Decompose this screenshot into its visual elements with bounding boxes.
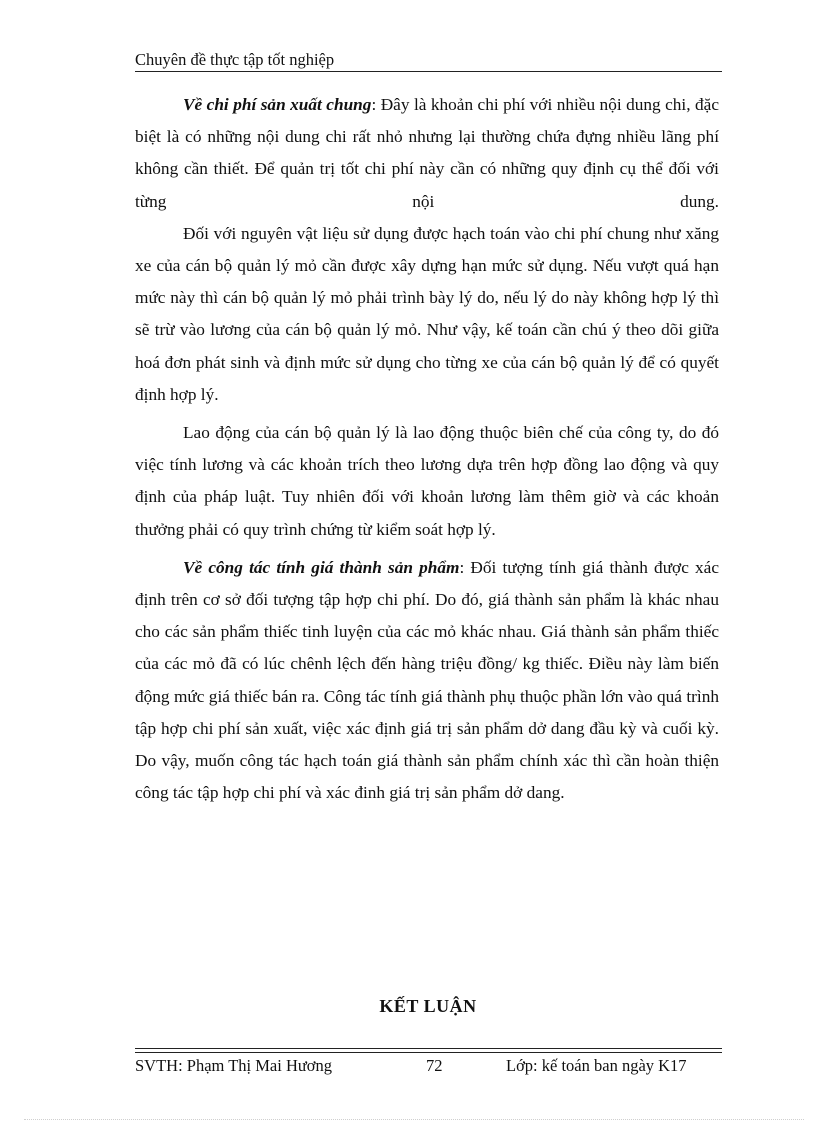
- page-bottom-edge: [24, 1119, 804, 1120]
- document-body: [135, 89, 719, 809]
- paragraph-production-overhead: [135, 89, 719, 218]
- paragraph-lead-production-overhead: Về chi phí sản xuất chung: [183, 95, 372, 114]
- paragraph-text-production-overhead: : Đây là khoản chi phí với nhiều nội dung chi, đặc biệt là có những nội dung chi rất nhỏ nhưng lại thường chứa đựng nhiều lãng phí không cần thiết. Để quản trị tốt chi phí này cần có những quy định cụ thể đối với từng nội dung.: [135, 95, 719, 211]
- section-heading-conclusion: KẾT LUẬN: [379, 996, 477, 1016]
- page-header-title: Chuyên đề thực tập tốt nghiệp: [135, 50, 335, 69]
- footer-divider-thin: [135, 1052, 722, 1053]
- footer-student-name: SVTH: Phạm Thị Mai Hương: [135, 1056, 333, 1075]
- paragraph-costing: [135, 552, 719, 810]
- footer-divider: [135, 1048, 722, 1049]
- footer-class-name: Lớp: kế toán ban ngày K17: [506, 1056, 687, 1075]
- paragraph-labor: Lao động của cán bộ quản lý là lao động thuộc biên chế của công ty, do đó việc tính lương và các khoản trích theo lương dựa trên hợp đồng lao động và quy định của pháp luật. Tuy nhiên đối với khoản lương làm thêm giờ và các khoản thưởng phải có quy trình chứng từ kiểm soát hợp lý.: [135, 423, 719, 539]
- header-divider: [135, 71, 722, 72]
- paragraph-lead-costing: Về công tác tính giá thành sản phẩm: [183, 557, 460, 577]
- paragraph-materials: Đối với nguyên vật liệu sử dụng được hạch toán vào chi phí chung như xăng xe của cán bộ quản lý mỏ cần được xây dựng hạn mức sử dụng. Nếu vượt quá hạn mức này thì cán bộ quản lý mỏ phải trình bày lý do, nếu lý do này không hợp lý thì sẽ trừ vào lương của cán bộ quản lý mỏ. Như vậy, kế toán cần chú ý theo dõi giữa hoá đơn phát sinh và định mức sử dụng cho từng xe của cán bộ quản lý để có quyết định hợp lý.: [135, 223, 719, 404]
- footer-page-number: 72: [426, 1056, 443, 1075]
- paragraph-text-costing: : Đối tượng tính giá thành được xác định trên cơ sở đối tượng tập hợp chi phí. Do đó, giá thành sản phẩm là khác nhau cho các sản phẩm thiếc tinh luyện của các mỏ khác nhau. Giá thành sản phẩm thiếc của các mỏ đã có lúc chênh lệch đến hàng triệu đồng/ kg thiếc. Điều này làm biến động mức giá thiếc bán ra. Công tác tính giá thành phụ thuộc phần lớn vào quá trình tập hợp chi phí sản xuất, việc xác định giá trị sản phẩm dở dang đầu kỳ và cuối kỳ. Do vậy, muốn công tác hạch toán giá thành sản phẩm chính xác thì cần hoàn thiện công tác tập hợp chi phí và xác đinh giá trị sản phẩm dở dang.: [135, 557, 719, 803]
